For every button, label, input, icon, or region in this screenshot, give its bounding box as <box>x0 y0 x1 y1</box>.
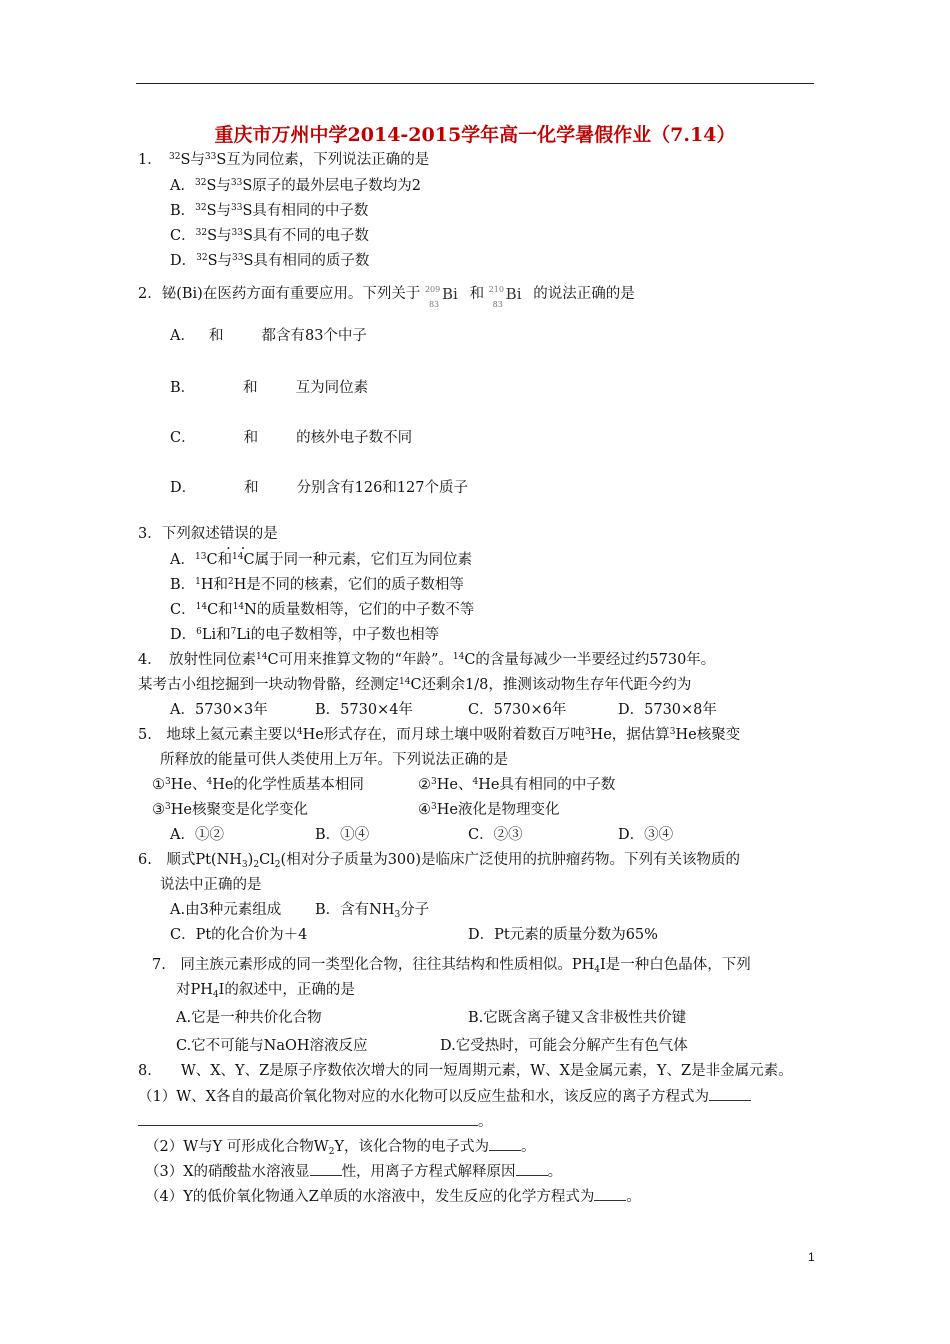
q5-statement-3: ③$^3$He核聚变是化学变化 <box>152 802 308 818</box>
q3-option-c[interactable]: C．$^{14}$C和$^{14}$N的质量数相等，它们的中子数不等 <box>170 602 475 618</box>
bi-210-nuclide: 210 83 Bi <box>488 285 522 309</box>
q8-part3-blank-a[interactable] <box>310 1161 342 1176</box>
q8-part4-blank[interactable] <box>594 1186 626 1201</box>
q8-part1-cont: 。 <box>138 1111 493 1132</box>
q1-option-c[interactable]: C．$^{32}$S与$^{33}$S具有不同的电子数 <box>170 228 369 244</box>
q8-part1-blank-a[interactable] <box>709 1086 751 1101</box>
q8-part4: （4）Y的低价氧化物通入Z单质的水溶液中，发生反应的化学方程式为 。 <box>145 1186 641 1207</box>
q3-option-d[interactable]: D．$^6$Li和$^7$Li的电子数相等，中子数也相等 <box>170 627 440 643</box>
q4-stem-line1: 4． 放射性同位素$^{14}$C可用来推算文物的“年龄”。$^{14}$C的含量每减少一半要经过约5730年。 <box>138 652 716 668</box>
q8-stem: 8. W、X、Y、Z是原子序数依次增大的同一短周期元素，W、X是金属元素，Y、Z是非金属元素。 <box>138 1063 793 1079</box>
page-number: 1 <box>808 1250 815 1264</box>
q6-option-c[interactable]: C．Pt的化合价为＋4 <box>170 927 308 943</box>
q5-statement-1: ①$^3$He、$^4$He的化学性质基本相同 <box>152 777 364 793</box>
q2-option-c[interactable]: C． 和 的核外电子数不同 <box>170 430 413 446</box>
q3-option-a[interactable]: A．$^{13}$C和$^{14}$C属于同一种元素，它们互为同位素 <box>170 552 473 568</box>
q5-option-c[interactable]: C．②③ <box>468 827 523 843</box>
q5-option-a[interactable]: A．①② <box>170 827 224 843</box>
q8-part3-blank-b[interactable] <box>516 1161 548 1176</box>
q4-option-c[interactable]: C．5730×6年 <box>468 702 567 718</box>
bi-209-nuclide: 209 83 Bi <box>424 285 458 309</box>
q1-option-d[interactable]: D．$^{32}$S与$^{33}$S具有相同的质子数 <box>170 253 370 269</box>
q1-option-b[interactable]: B．$^{32}$S与$^{33}$S具有相同的中子数 <box>170 203 369 219</box>
q4-option-a[interactable]: A．5730×3年 <box>170 702 268 718</box>
q7-option-a[interactable]: A.它是一种共价化合物 <box>176 1010 322 1026</box>
q1-option-a[interactable]: A．$^{32}$S与$^{33}$S原子的最外层电子数均为2 <box>170 178 421 194</box>
header-rule <box>136 83 814 84</box>
q4-option-b[interactable]: B．5730×4年 <box>315 702 413 718</box>
q7-option-c[interactable]: C.它不可能与NaOH溶液反应 <box>176 1038 368 1054</box>
q5-statement-2: ②$^3$He、$^4$He具有相同的中子数 <box>418 777 616 793</box>
q3-option-b[interactable]: B．$^1$H和$^2$H是不同的核素，它们的质子数相等 <box>170 577 464 593</box>
q4-option-d[interactable]: D．5730×8年 <box>618 702 717 718</box>
q5-stem-line2: 所释放的能量可供人类使用上万年。下列说法正确的是 <box>160 752 508 768</box>
q5-statement-4: ④$^3$He液化是物理变化 <box>418 802 560 818</box>
q7-option-d[interactable]: D.它受热时，可能会分解产生有色气体 <box>440 1038 688 1054</box>
q3-stem: 3．下列叙述错误的是 <box>138 526 278 542</box>
q2-option-b[interactable]: B． 和 互为同位素 <box>170 380 369 396</box>
q7-stem-line2: 对$PH_4I$的叙述中，正确的是 <box>176 982 355 1000</box>
q5-option-b[interactable]: B．①④ <box>315 827 370 843</box>
q1-stem: 1． $^{32}$S与$^{33}$S互为同位素，下列说法正确的是 <box>138 152 430 168</box>
q2-option-d[interactable]: D． 和 分别含有126和127个质子 <box>170 480 468 496</box>
q8-part1-blank-b[interactable] <box>138 1111 478 1126</box>
q7-option-b[interactable]: B.它既含离子键又含非极性共价键 <box>468 1010 687 1026</box>
q6-option-a[interactable]: A.由3种元素组成 <box>170 902 282 918</box>
q6-option-b[interactable]: B．含有$NH_3$分子 <box>315 902 430 920</box>
q6-stem-line1: 6. 顺式$Pt(NH_3)_2Cl_2$(相对分子质量为300)是临床广泛使用的抗肿瘤药物。下列有关该物质的 <box>138 852 741 870</box>
q6-option-d[interactable]: D．Pt元素的质量分数为65% <box>468 927 658 943</box>
q8-part1: （1）W、X各自的最高价氧化物对应的水化物可以反应生盐和水，该反应的离子方程式为 <box>138 1086 751 1107</box>
q8-part3: （3）X的硝酸盐水溶液显 性，用离子方程式解释原因 。 <box>145 1161 562 1182</box>
q7-stem-line1: 7. 同主族元素形成的同一类型化合物，往往其结构和性质相似。$PH_4I$是一种白色晶体，下列 <box>152 957 751 975</box>
q6-stem-line2: 说法中正确的是 <box>160 877 262 893</box>
q4-stem-line2: 某考古小组挖掘到一块动物骨骼，经测定$^{14}$C还剩余1/8，推测该动物生存年代距今约为 <box>138 677 692 693</box>
q8-part2-blank[interactable] <box>489 1136 521 1151</box>
q8-part2: （2）W与Y 可形成化合物$W_2Y$，该化合物的电子式为 。 <box>145 1136 536 1157</box>
q2-stem: 2．铋(Bi)在医药方面有重要应用。下列关于 209 83 Bi 和 210 83 Bi 的说法正确的是 <box>138 280 635 306</box>
q5-stem-line1: 5. 地球上氦元素主要以$^4$He形式存在，而月球土壤中吸附着数百万吨$^3$He，据估算$^3$He核聚变 <box>138 727 741 743</box>
q5-option-d[interactable]: D．③④ <box>618 827 674 843</box>
q2-option-a[interactable]: A． 和 都含有83个中子 <box>170 328 367 344</box>
page-title: 重庆市万州中学2014-2015学年高一化学暑假作业（7.14） <box>214 124 736 146</box>
